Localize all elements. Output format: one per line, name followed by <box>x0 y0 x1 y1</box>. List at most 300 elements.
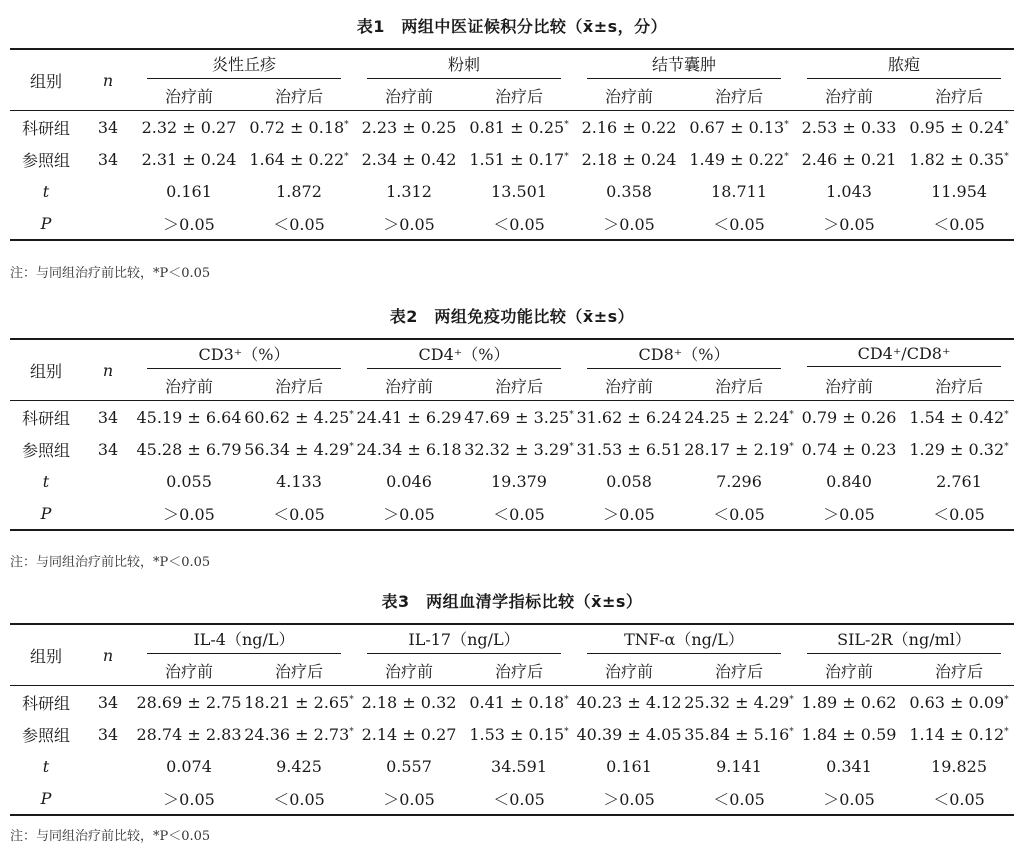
cell-value: 1.89 ± 0.62 <box>801 692 897 712</box>
data-cell <box>904 111 1014 144</box>
significance-mark: * <box>349 694 354 705</box>
significance-mark: * <box>1004 119 1009 130</box>
header-before: 治疗前 <box>164 661 213 681</box>
row-label-text: P <box>40 213 52 233</box>
data-cell <box>574 718 684 750</box>
table-caption: 表1 两组中医证候积分比较（x̄±s，分） <box>356 17 668 36</box>
table-row <box>10 111 1014 144</box>
cell-value: 60.62 ± 4.25 <box>244 407 350 427</box>
table-note: 注：与同组治疗前比较，*P＜0.05 <box>10 829 211 844</box>
header-measure <box>354 624 574 655</box>
header-measure-label: TNF-α（ng/L） <box>587 627 781 654</box>
cell-value: 0.67 ± 0.13 <box>689 117 785 137</box>
cell-value: 25.32 ± 4.29 <box>684 692 790 712</box>
data-cell <box>134 175 244 207</box>
cell-value: 4.133 <box>276 471 322 491</box>
significance-mark: * <box>789 441 794 452</box>
data-cell <box>684 782 794 815</box>
cell-value: 2.32 ± 0.27 <box>141 117 237 137</box>
row-n <box>82 175 134 207</box>
cell-value: 0.058 <box>606 471 652 491</box>
row-label <box>10 750 82 782</box>
data-cell <box>134 750 244 782</box>
table-caption: 表3 两组血清学指标比较（x̄±s） <box>381 592 643 611</box>
data-cell <box>574 175 684 207</box>
cell-value: 0.046 <box>386 471 432 491</box>
header-after: 治疗后 <box>275 86 324 106</box>
data-cell <box>134 465 244 497</box>
table-row <box>10 497 1014 530</box>
table-row <box>10 207 1014 240</box>
row-label-text: t <box>42 471 50 491</box>
data-cell <box>684 175 794 207</box>
row-label-text: t <box>42 181 50 201</box>
data-cell <box>244 433 354 465</box>
data-cell <box>574 111 684 144</box>
cell-value: 34.591 <box>491 756 547 776</box>
significance-mark: * <box>564 694 569 705</box>
cell-value: 1.872 <box>276 181 322 201</box>
cell-value: 1.49 ± 0.22 <box>689 149 785 169</box>
data-cell <box>464 782 574 815</box>
data-cell <box>904 686 1014 719</box>
cell-value: 2.23 ± 0.25 <box>361 117 457 137</box>
row-n <box>82 207 134 240</box>
cell-value: ＞0.05 <box>823 789 875 809</box>
cell-value: ＞0.05 <box>163 214 215 234</box>
header-before: 治疗前 <box>604 376 653 396</box>
cell-value: 35.84 ± 5.16 <box>684 724 790 744</box>
data-cell <box>134 497 244 530</box>
cell-value: 1.53 ± 0.15 <box>469 724 565 744</box>
cell-value: 32.32 ± 3.29 <box>464 439 570 459</box>
data-cell <box>794 207 904 240</box>
header-after: 治疗后 <box>935 86 984 106</box>
data-cell <box>464 433 574 465</box>
header-measure <box>574 339 794 370</box>
significance-mark: * <box>569 441 574 452</box>
data-cell <box>134 111 244 144</box>
data-cell <box>794 401 904 434</box>
header-group: 组别 <box>29 361 62 381</box>
cell-value: 0.840 <box>826 471 872 491</box>
data-cell <box>464 143 574 175</box>
cell-value: 18.711 <box>711 181 768 201</box>
data-cell <box>904 750 1014 782</box>
data-cell <box>904 497 1014 530</box>
cell-value: ＜0.05 <box>713 789 765 809</box>
header-measure <box>354 49 574 80</box>
header-before: 治疗前 <box>164 376 213 396</box>
cell-value: 28.74 ± 2.83 <box>136 724 242 744</box>
significance-mark: * <box>789 726 794 737</box>
significance-mark: * <box>784 151 789 162</box>
data-cell <box>794 433 904 465</box>
cell-value: 2.16 ± 0.22 <box>581 117 677 137</box>
row-label: 科研组 <box>21 118 70 138</box>
row-label <box>10 207 82 240</box>
cell-value: 24.25 ± 2.24 <box>684 407 790 427</box>
header-group: 组别 <box>29 646 62 666</box>
cell-value: 45.28 ± 6.79 <box>136 439 242 459</box>
data-cell <box>464 175 574 207</box>
header-measure-label: 结节囊肿 <box>587 52 781 79</box>
cell-value: ＞0.05 <box>163 504 215 524</box>
cell-value: 2.18 ± 0.24 <box>581 149 677 169</box>
row-n: 34 <box>97 117 119 137</box>
header-measure <box>794 49 1014 80</box>
data-cell <box>244 782 354 815</box>
cell-value: 24.41 ± 6.29 <box>356 407 462 427</box>
data-cell <box>684 401 794 434</box>
data-cell <box>574 686 684 719</box>
header-measure-label: 粉刺 <box>367 52 561 79</box>
data-cell <box>574 465 684 497</box>
row-label-text: P <box>40 503 52 523</box>
cell-value: 2.34 ± 0.42 <box>361 149 457 169</box>
data-cell <box>684 207 794 240</box>
header-measure <box>134 339 354 370</box>
cell-value: ＜0.05 <box>493 504 545 524</box>
data-cell <box>684 111 794 144</box>
data-cell <box>684 686 794 719</box>
header-after: 治疗后 <box>495 661 544 681</box>
cell-value: ＞0.05 <box>823 504 875 524</box>
cell-value: 31.53 ± 6.51 <box>576 439 682 459</box>
cell-value: 0.161 <box>166 181 212 201</box>
data-cell <box>574 401 684 434</box>
table-caption: 表2 两组免疫功能比较（x̄±s） <box>389 307 635 326</box>
data-cell <box>464 401 574 434</box>
data-cell <box>794 465 904 497</box>
row-label: 参照组 <box>21 725 70 745</box>
cell-value: 2.14 ± 0.27 <box>361 724 457 744</box>
table-note: 注：与同组治疗前比较，*P＜0.05 <box>10 555 211 570</box>
row-label-text: P <box>40 788 52 808</box>
cell-value: 19.825 <box>931 756 987 776</box>
data-cell <box>794 750 904 782</box>
data-cell <box>904 433 1014 465</box>
cell-value: ＜0.05 <box>713 214 765 234</box>
cell-value: 0.74 ± 0.23 <box>801 439 897 459</box>
cell-value: 1.312 <box>386 181 432 201</box>
data-cell <box>134 433 244 465</box>
significance-mark: * <box>349 441 354 452</box>
data-cell <box>464 750 574 782</box>
cell-value: 0.41 ± 0.18 <box>469 692 565 712</box>
data-cell <box>134 782 244 815</box>
significance-mark: * <box>564 119 569 130</box>
cell-value: ＜0.05 <box>273 504 325 524</box>
data-table <box>10 48 1014 241</box>
data-cell <box>464 465 574 497</box>
data-cell <box>464 718 574 750</box>
header-before: 治疗前 <box>825 661 874 681</box>
cell-value: 0.72 ± 0.18 <box>249 117 345 137</box>
cell-value: ＞0.05 <box>383 789 435 809</box>
cell-value: ＜0.05 <box>933 789 985 809</box>
cell-value: 0.79 ± 0.26 <box>801 407 897 427</box>
header-after: 治疗后 <box>494 376 543 396</box>
data-cell <box>794 782 904 815</box>
cell-value: 1.51 ± 0.17 <box>469 149 565 169</box>
row-n: 34 <box>97 692 119 712</box>
significance-mark: * <box>564 151 569 162</box>
header-measure <box>794 624 1014 655</box>
data-cell <box>904 207 1014 240</box>
data-cell <box>684 143 794 175</box>
table-row <box>10 750 1014 782</box>
header-before: 治疗前 <box>385 86 434 106</box>
header-group: 组别 <box>29 71 62 91</box>
cell-value: 11.954 <box>931 181 988 201</box>
significance-mark: * <box>1004 694 1009 705</box>
header-measure-label: IL-17（ng/L） <box>367 627 561 654</box>
header-measure-label: CD8⁺（%） <box>587 342 781 369</box>
cell-value: ＞0.05 <box>603 214 655 234</box>
row-label <box>10 465 82 497</box>
cell-value: ＞0.05 <box>823 214 875 234</box>
significance-mark: * <box>789 694 794 705</box>
data-cell <box>134 207 244 240</box>
row-label <box>10 782 82 815</box>
table-row <box>10 782 1014 815</box>
row-label <box>10 497 82 530</box>
data-cell <box>354 465 464 497</box>
data-cell <box>464 111 574 144</box>
significance-mark: * <box>349 726 354 737</box>
significance-mark: * <box>1004 726 1009 737</box>
data-cell <box>354 750 464 782</box>
data-cell <box>244 401 354 434</box>
cell-value: ＜0.05 <box>493 214 545 234</box>
header-after: 治疗后 <box>715 86 764 106</box>
header-measure-label: IL-4（ng/L） <box>147 627 341 654</box>
significance-mark: * <box>344 119 349 130</box>
cell-value: 0.95 ± 0.24 <box>909 117 1005 137</box>
data-cell <box>244 207 354 240</box>
cell-value: 9.425 <box>276 756 322 776</box>
data-cell <box>574 433 684 465</box>
cell-value: ＜0.05 <box>933 214 985 234</box>
row-label: 参照组 <box>21 440 70 460</box>
data-cell <box>354 111 464 144</box>
header-measure <box>574 624 794 655</box>
cell-value: 0.557 <box>386 756 432 776</box>
header-measure-label: CD3⁺（%） <box>147 342 341 369</box>
data-cell <box>684 497 794 530</box>
cell-value: 1.84 ± 0.59 <box>801 724 897 744</box>
cell-value: 9.141 <box>716 756 762 776</box>
cell-value: 24.36 ± 2.73 <box>244 724 350 744</box>
significance-mark: * <box>569 409 574 420</box>
header-after: 治疗后 <box>715 661 764 681</box>
cell-value: 0.63 ± 0.09 <box>909 692 1005 712</box>
header-before: 治疗前 <box>384 376 433 396</box>
data-cell <box>244 465 354 497</box>
data-cell <box>244 111 354 144</box>
cell-value: 0.358 <box>606 181 652 201</box>
cell-value: 1.29 ± 0.32 <box>909 439 1005 459</box>
header-before: 治疗前 <box>605 661 654 681</box>
data-cell <box>574 782 684 815</box>
data-cell <box>574 750 684 782</box>
table-row <box>10 143 1014 175</box>
table-row <box>10 465 1014 497</box>
row-n: 34 <box>97 439 119 459</box>
cell-value: 0.074 <box>166 756 212 776</box>
cell-value: 47.69 ± 3.25 <box>464 407 570 427</box>
table-row <box>10 718 1014 750</box>
data-cell <box>244 497 354 530</box>
row-label: 参照组 <box>21 150 70 170</box>
header-n <box>82 624 134 686</box>
header-measure <box>134 49 354 80</box>
row-label <box>10 175 82 207</box>
data-cell <box>684 750 794 782</box>
header-measure-label: CD4⁺（%） <box>367 342 561 369</box>
header-n <box>82 339 134 401</box>
data-cell <box>354 207 464 240</box>
row-label: 科研组 <box>21 693 70 713</box>
data-cell <box>904 401 1014 434</box>
data-cell <box>794 686 904 719</box>
cell-value: ＞0.05 <box>383 504 435 524</box>
header-n-label: n <box>102 360 114 380</box>
significance-mark: * <box>1004 409 1009 420</box>
significance-mark: * <box>564 726 569 737</box>
data-cell <box>904 718 1014 750</box>
table-row <box>10 175 1014 207</box>
cell-value: 40.39 ± 4.05 <box>576 724 682 744</box>
significance-mark: * <box>349 409 354 420</box>
cell-value: 24.34 ± 6.18 <box>356 439 462 459</box>
cell-value: 0.81 ± 0.25 <box>469 117 565 137</box>
cell-value: 2.18 ± 0.32 <box>361 692 457 712</box>
row-n: 34 <box>97 149 119 169</box>
cell-value: 28.17 ± 2.19 <box>684 439 790 459</box>
header-after: 治疗后 <box>495 86 544 106</box>
row-n: 34 <box>97 407 119 427</box>
table-row <box>10 686 1014 719</box>
data-cell <box>794 111 904 144</box>
data-cell <box>574 143 684 175</box>
cell-value: ＞0.05 <box>163 789 215 809</box>
header-after: 治疗后 <box>934 376 983 396</box>
data-cell <box>464 497 574 530</box>
data-cell <box>684 465 794 497</box>
cell-value: ＜0.05 <box>933 504 985 524</box>
data-table <box>10 338 1014 531</box>
data-cell <box>354 782 464 815</box>
cell-value: 28.69 ± 2.75 <box>136 692 242 712</box>
data-cell <box>354 718 464 750</box>
cell-value: ＜0.05 <box>493 789 545 809</box>
data-cell <box>354 497 464 530</box>
cell-value: ＜0.05 <box>273 789 325 809</box>
data-cell <box>354 433 464 465</box>
table-row <box>10 401 1014 434</box>
data-cell <box>574 207 684 240</box>
data-cell <box>134 718 244 750</box>
header-n <box>82 49 134 111</box>
header-measure-label: CD4⁺/CD8⁺ <box>807 344 1001 367</box>
data-cell <box>794 497 904 530</box>
data-cell <box>904 782 1014 815</box>
header-after: 治疗后 <box>714 376 763 396</box>
header-before: 治疗前 <box>824 376 873 396</box>
header-before: 治疗前 <box>385 661 434 681</box>
cell-value: 13.501 <box>491 181 548 201</box>
cell-value: ＞0.05 <box>383 214 435 234</box>
data-cell <box>354 686 464 719</box>
data-cell <box>134 143 244 175</box>
row-label: 科研组 <box>21 408 70 428</box>
cell-value: 2.31 ± 0.24 <box>141 149 237 169</box>
cell-value: 40.23 ± 4.12 <box>576 692 682 712</box>
data-cell <box>354 401 464 434</box>
cell-value: ＜0.05 <box>713 504 765 524</box>
header-before: 治疗前 <box>825 86 874 106</box>
header-measure <box>574 49 794 80</box>
cell-value: 0.341 <box>826 756 872 776</box>
cell-value: 31.62 ± 6.24 <box>576 407 682 427</box>
data-cell <box>354 175 464 207</box>
data-cell <box>684 718 794 750</box>
header-measure-label: 脓疱 <box>807 52 1001 79</box>
cell-value: ＞0.05 <box>603 789 655 809</box>
data-cell <box>134 401 244 434</box>
significance-mark: * <box>1004 441 1009 452</box>
row-n <box>82 497 134 530</box>
header-before: 治疗前 <box>605 86 654 106</box>
cell-value: 19.379 <box>491 471 547 491</box>
cell-value: 1.82 ± 0.35 <box>909 149 1005 169</box>
cell-value: 18.21 ± 2.65 <box>244 692 350 712</box>
data-cell <box>244 175 354 207</box>
cell-value: 2.53 ± 0.33 <box>801 117 897 137</box>
cell-value: 1.043 <box>826 181 872 201</box>
cell-value: 7.296 <box>716 471 762 491</box>
row-n <box>82 782 134 815</box>
header-after: 治疗后 <box>935 661 984 681</box>
cell-value: 1.64 ± 0.22 <box>249 149 345 169</box>
data-cell <box>244 750 354 782</box>
row-n <box>82 750 134 782</box>
significance-mark: * <box>784 119 789 130</box>
header-n-label: n <box>102 70 114 90</box>
data-cell <box>244 143 354 175</box>
data-cell <box>134 686 244 719</box>
cell-value: ＜0.05 <box>273 214 325 234</box>
significance-mark: * <box>789 409 794 420</box>
data-cell <box>684 433 794 465</box>
data-cell <box>464 686 574 719</box>
cell-value: 56.34 ± 4.29 <box>244 439 350 459</box>
header-after: 治疗后 <box>275 661 324 681</box>
cell-value: 2.761 <box>936 471 982 491</box>
cell-value: 0.055 <box>166 471 212 491</box>
data-cell <box>904 175 1014 207</box>
cell-value: 45.19 ± 6.64 <box>136 407 242 427</box>
header-after: 治疗后 <box>274 376 323 396</box>
significance-mark: * <box>1004 151 1009 162</box>
data-cell <box>904 465 1014 497</box>
header-n-label: n <box>102 645 114 665</box>
data-cell <box>464 207 574 240</box>
significance-mark: * <box>344 151 349 162</box>
data-table <box>10 623 1014 816</box>
